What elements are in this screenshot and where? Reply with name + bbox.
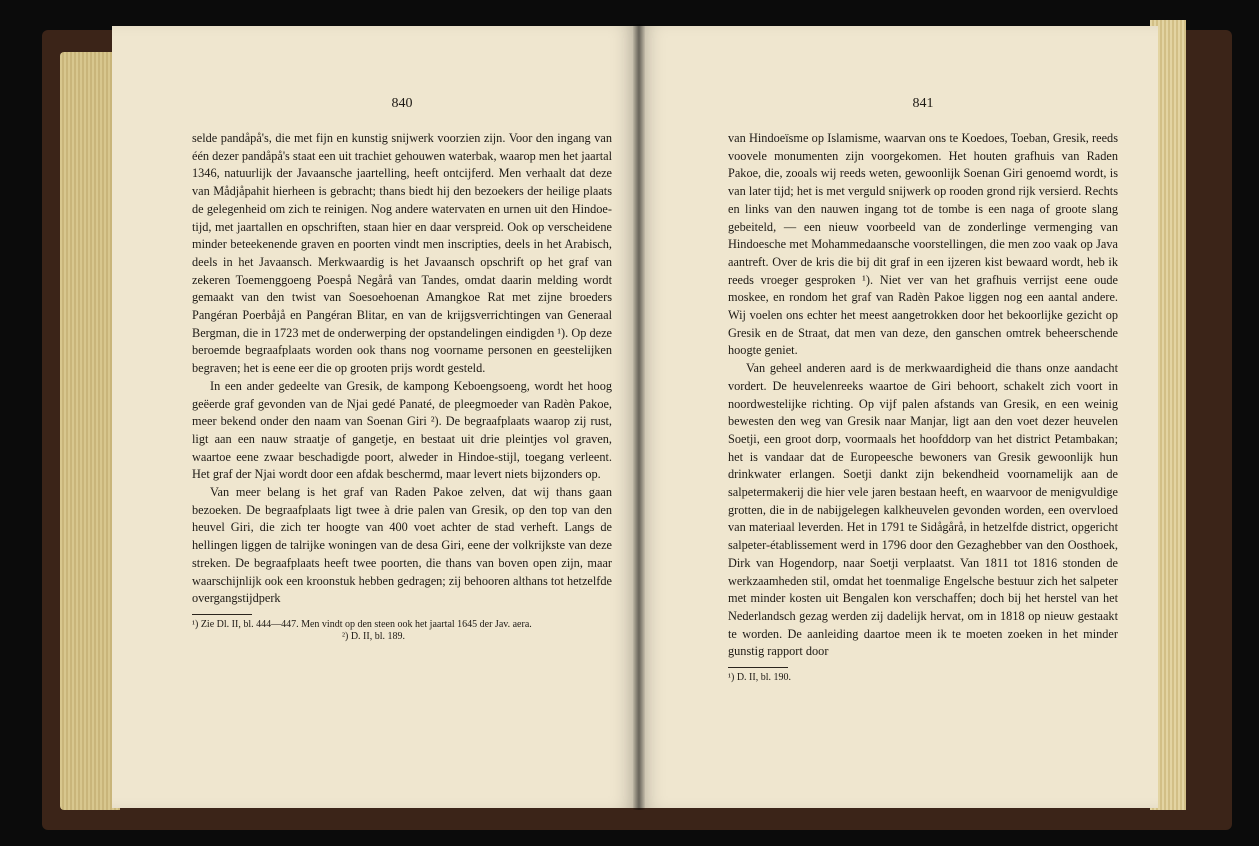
footnote-rule <box>728 667 788 668</box>
paragraph: In een ander gedeelte van Gresik, de kampong Keboengsoeng, wordt het hoog geëerde graf gevonden van de Njai gedé Panaté, de pleegmoeder van Radèn Pakoe, meer bekend onder den naam van Soenan Giri ²). De begraafplaats waarop zij rust, ligt aan een nauw straatje of gangetje, en bestaat uit drie pleintjes vol graven, waartoe eene zwaar beschadigde poort, alweder in Hindoe-stijl, toegang verleent. Het graf der Njai wordt door een afdak beschermd, maar levert niets bijzonders op. <box>192 378 612 482</box>
right-page-text <box>728 130 1118 661</box>
paragraph: Van meer belang is het graf van Raden Pakoe zelven, dat wij thans gaan bezoeken. De begraafplaats ligt twee à drie palen van Gresik, op den top van den heuvel Giri, die zich ter hoogte van 400 voet achter de stad verheft. Langs de hellingen liggen de talrijke woningen van de desa Giri, eene der volkrijkste van deze streken. De begraafplaats heeft twee poorten, die thans van boven open zijn, maar waarschijnlijk ook een kroonstuk hebben gedragen; zij behooren althans tot hetzelfde overgangstijdperk <box>192 485 613 606</box>
paragraph: van Hindoeïsme op Islamisme, waarvan ons te Koedoes, Toeban, Gresik, reeds voovele monumenten zijn voorgekomen. Het houten grafhuis van Raden Pakoe, die, zooals wij reeds weten, gewoonlijk Soenan Giri genoemd wordt, is van later tijd; het is met verguld snijwerk op rooden grond rijk versierd. Rechts en links van den nauwen ingang tot de tombe is een naga of groote slang gebeiteld, — een nieuw voorbeeld van de zonderlinge vermenging van Hindoesche met Mohammedaansche voorstellingen, die men zoo vaak op Java aantreft. Over de kris die bij dit graf in een ijzeren kist bewaard wordt, heb ik reeds vroeger gesproken ¹). Niet ver van het grafhuis verrijst eene oude moskee, en rondom het graf van Radèn Pakoe liggen nog een aantal andere. Wij voelen ons echter het meest aangetrokken door het bekoorlijke gezicht op Gresik en de Straat, dat men van deze, den ganschen omtrek beheerschende hoogte geniet. <box>728 131 1118 358</box>
paragraph: Van geheel anderen aard is de merkwaardigheid die thans onze aandacht vordert. De heuvelenreeks waartoe de Giri behoort, schakelt zich voort in noordwestelijke richting. Op vijf palen afstands van Gresik, en een weinig bewesten den weg van Gresik naar Manjar, ligt aan den voet dezer heuvelen Soetji, een groot dorp, voormaals het hoofddorp van het district Petambakan; het is vandaar dat de Europeesche bewoners van Gresik gewoonlijk hun drinkwater erlangen. Soetji dankt zijn bekendheid voornamelijk aan de salpetermakerij die hier vele jaren bestaan heeft, en waarvoor de menigvuldige grotten, die in de nabijgelegen kalkheuvelen gevonden worden, een overvloed van materiaal leverden. Het in 1791 te Sidågårå, in hetzelfde district, opgericht salpeter-établissement werd in 1796 door den Gezaghebber van den Oosthoek, Dirk van Hogendorp, naar Soetji verplaatst. Van 1811 tot 1816 stonden de werkzaamheden stil, omdat het toenmalige Engelsche bestuur zich het salpeter met minder kosten uit Bengalen kon verschaffen; doch bij het herstel van het Nederlandsch gezag werden zij dadelijk hervat, om in 1818 op nieuw gestaakt te worden. De aanleiding daartoe meen ik te moeten zoeken in het minder gunstig rapport door <box>728 361 1118 659</box>
left-page <box>112 26 638 808</box>
footnote: ¹) Zie Dl. II, bl. 444—447. Men vindt op den steen ook het jaartal 1645 der Jav. aera. <box>192 618 532 630</box>
left-page-text <box>192 130 612 608</box>
footnotes-left <box>192 619 612 643</box>
footnote: ²) D. II, bl. 189. <box>342 630 405 642</box>
page-edges-left <box>60 52 120 810</box>
footnote: ¹) D. II, bl. 190. <box>728 672 791 684</box>
right-page <box>638 26 1158 808</box>
footnotes-right <box>728 672 1118 684</box>
page-number-left: 840 <box>391 96 413 111</box>
page-number-right: 841 <box>912 96 934 111</box>
footnote-rule <box>192 614 252 615</box>
paragraph: selde pandåpå's, die met fijn en kunstig snijwerk voorzien zijn. Voor den ingang van één dezer pandåpå's staat een uit trachiet gehouwen waterbak, waarop men het jaartal 1346, natuurlijk der Javaansche jaartelling, heeft ontcijferd. Men verhaalt dat deze van Mådjåpahit hierheen is gebracht; thans biedt hij den bezoekers der heilige plaats de gelegenheid om zich te reinigen. Nog andere watervaten en urnen uit den Hindoe-tijd, met jaartallen en opschriften, staan hier en daar verspreid. Ook op verscheidene minder beteekenende graven en poorten vindt men inscripties, deels in het Arabisch, deels in het Javaansch. Merkwaardig is het Javaansch opschrift op het graf van zekeren Toemenggoeng Poespå Negårå van Tandes, omdat daarin melding wordt gemaakt van den twist van Soesoehoenan Amangkoe Rat met zijne broeders Pangéran Poerbåjå en Pangéran Blitar, en van de krijgsverrichtingen van Generaal Bergman, die in 1723 met de onderwerping der opstandelingen eindigden ¹). Op deze beroemde begraafplaats worden ook thans nog voorname personen en geestelijken begraven; het is eene eer die op grooten prijs wordt gesteld. <box>192 131 612 376</box>
book-spine-gutter <box>633 24 645 810</box>
